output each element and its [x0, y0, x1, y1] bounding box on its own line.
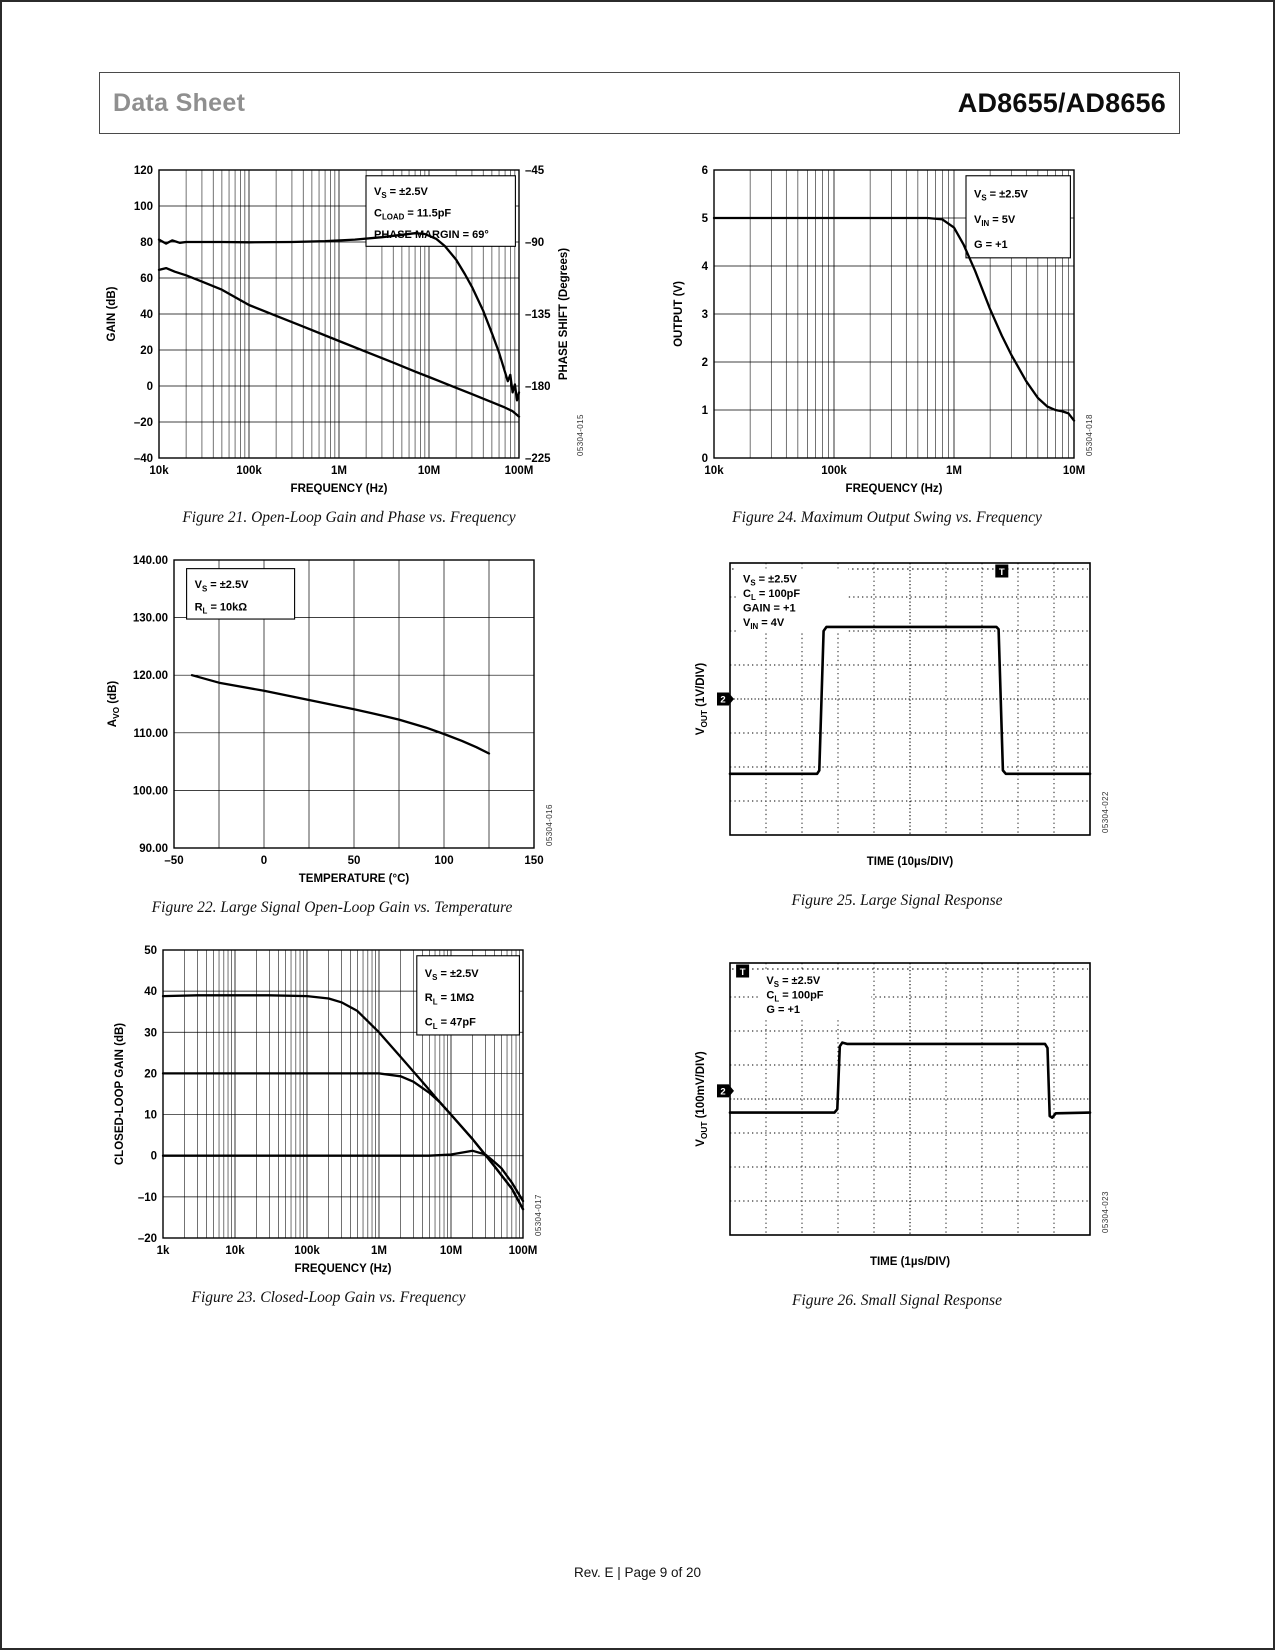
svg-text:4: 4	[701, 261, 708, 273]
figure-24	[664, 160, 1110, 527]
figure-22	[102, 550, 562, 917]
svg-text:FREQUENCY (Hz): FREQUENCY (Hz)	[845, 483, 943, 495]
svg-text:1: 1	[701, 405, 708, 417]
svg-text:–90: –90	[525, 237, 545, 249]
svg-text:VS = ±2.5V: $V_S = \pm 2.5V$	[974, 188, 1028, 203]
svg-text:VS = ±2.5V: $V_S = \pm 2.5V$	[424, 967, 479, 983]
svg-text:FREQUENCY (Hz): FREQUENCY (Hz)	[294, 1263, 392, 1275]
svg-text:6: 6	[701, 165, 708, 177]
svg-text:PHASE SHIFT (Degrees): PHASE SHIFT (Degrees)	[558, 247, 570, 381]
svg-text:10k: 10k	[149, 465, 169, 477]
figure-24-caption: Figure 24. Maximum Output Swing vs. Frequency	[732, 509, 1042, 526]
svg-text:–10: –10	[137, 1191, 157, 1204]
part-number: AD8655/AD8656	[957, 87, 1166, 118]
svg-text:1M: 1M	[371, 1245, 387, 1257]
svg-text:TIME (10µs/DIV): TIME (10µs/DIV)	[866, 856, 954, 868]
svg-text:10: 10	[144, 1109, 157, 1122]
svg-text:–40: –40	[133, 453, 153, 465]
svg-text:05304-022: 05304-022	[1101, 791, 1110, 833]
svg-text:20: 20	[140, 345, 153, 357]
svg-text:0: 0	[146, 381, 153, 393]
figure-26-scope	[670, 947, 1124, 1283]
figure-23-caption: Figure 23. Closed-Loop Gain vs. Frequency	[191, 1289, 466, 1306]
svg-text:100M: 100M	[508, 1245, 538, 1257]
svg-text:120: 120	[133, 165, 153, 177]
svg-text:2: 2	[701, 357, 708, 369]
svg-text:TIME (1µs/DIV): TIME (1µs/DIV)	[869, 1256, 951, 1268]
svg-text:05304-016: 05304-016	[545, 804, 554, 846]
svg-text:VIN = 4V: $V_{IN} = 4V$	[743, 616, 785, 632]
svg-text:GAIN = +1: GAIN = +1	[743, 602, 796, 615]
svg-text:VS = ±2.5V: $V_S = \pm 2.5V$	[194, 579, 249, 594]
svg-text:120.00: 120.00	[132, 670, 168, 683]
svg-text:1M: 1M	[946, 465, 962, 477]
figure-26-caption: Figure 26. Small Signal Response	[792, 1292, 1002, 1309]
svg-text:–180: –180	[525, 381, 551, 393]
svg-text:–135: –135	[525, 309, 551, 321]
svg-text:50: 50	[347, 855, 361, 867]
svg-text:–20: –20	[133, 417, 153, 429]
svg-text:T: T	[998, 566, 1005, 578]
svg-text:100M: 100M	[504, 465, 534, 477]
svg-text:CLOAD = 11.5pF: $C_{LOAD} = 11.5pF$	[374, 207, 452, 222]
svg-text:110.00: 110.00	[133, 727, 168, 740]
figure-21	[97, 160, 601, 527]
page-header	[99, 72, 1180, 134]
svg-text:05304-015: 05304-015	[576, 414, 585, 456]
svg-text:2: 2	[720, 1086, 726, 1098]
svg-text:VOUT (1V/DIV): $V_{OUT}$ (1V/DIV)	[695, 662, 710, 736]
figure-22-caption: Figure 22. Large Signal Open-Loop Gain vs. Temperature	[151, 899, 513, 916]
figure-25-caption: Figure 25. Large Signal Response	[791, 892, 1003, 909]
svg-text:CL = 100pF: $C_L = 100pF$	[743, 587, 801, 603]
svg-text:60: 60	[140, 273, 153, 285]
svg-text:VOUT (100mV/DIV): $V_{OUT}$ (100mV/DIV)	[695, 1051, 710, 1147]
svg-text:100: 100	[434, 855, 454, 867]
figure-26	[670, 947, 1124, 1310]
figure-23	[106, 940, 551, 1307]
svg-text:10M: 10M	[439, 1245, 463, 1257]
svg-text:RL = 10kΩ: $R_L = 10k\Omega$	[194, 601, 248, 616]
svg-text:T: T	[739, 966, 746, 978]
svg-text:150: 150	[524, 855, 544, 867]
svg-text:5: 5	[701, 213, 708, 225]
svg-text:OUTPUT (V): OUTPUT (V)	[673, 281, 685, 347]
svg-text:CLOSED-LOOP GAIN (dB): CLOSED-LOOP GAIN (dB)	[114, 1022, 126, 1166]
svg-text:3: 3	[701, 309, 708, 321]
svg-text:–20: –20	[137, 1233, 157, 1245]
svg-text:100: 100	[133, 201, 153, 213]
svg-text:05304-018: 05304-018	[1085, 414, 1094, 456]
svg-text:05304-023: 05304-023	[1101, 1191, 1110, 1233]
figure-25	[670, 547, 1124, 910]
figure-23-chart	[106, 940, 551, 1280]
svg-text:10M: 10M	[1062, 465, 1086, 477]
page-footer	[2, 1565, 1273, 1580]
footer-text: Rev. E | Page 9 of 20	[573, 1565, 702, 1580]
svg-text:1k: 1k	[156, 1245, 170, 1257]
svg-text:140.00: 140.00	[132, 555, 168, 567]
svg-text:10M: 10M	[417, 465, 441, 477]
svg-text:VS = ±2.5V: $V_S = \pm 2.5V$	[374, 185, 428, 201]
figure-22-chart	[102, 550, 562, 890]
figure-25-scope	[670, 547, 1124, 883]
svg-text:VS = ±2.5V: $V_S = \pm 2.5V$	[743, 573, 797, 588]
doc-title: Data Sheet	[113, 88, 246, 117]
svg-text:–50: –50	[164, 855, 184, 867]
svg-text:90.00: 90.00	[139, 843, 168, 855]
svg-text:50: 50	[144, 945, 157, 957]
svg-text:05304-017: 05304-017	[534, 1194, 543, 1236]
svg-text:VIN = 5V: $V_{IN} = 5V$	[974, 213, 1016, 229]
svg-text:20: 20	[144, 1068, 157, 1081]
svg-text:10k: 10k	[704, 465, 724, 477]
svg-text:CL = 47pF: $C_L = 47pF$	[424, 1016, 476, 1031]
svg-text:TEMPERATURE (°C): TEMPERATURE (°C)	[298, 873, 410, 885]
svg-text:130.00: 130.00	[132, 612, 168, 625]
svg-text:–45: –45	[525, 165, 545, 177]
svg-text:100k: 100k	[821, 465, 847, 477]
svg-text:GAIN (dB): GAIN (dB)	[106, 286, 118, 342]
svg-text:VS = ±2.5V: $V_S = \pm 2.5V$	[766, 974, 821, 989]
svg-text:0: 0	[150, 1150, 157, 1163]
svg-text:0: 0	[260, 855, 268, 867]
svg-text:PHASE MARGIN = 69°: PHASE MARGIN = 69°	[374, 228, 489, 241]
svg-text:30: 30	[144, 1027, 157, 1040]
figure-21-chart	[97, 160, 601, 500]
svg-text:RL = 1MΩ: $R_L = 1M\Omega$	[424, 992, 475, 1007]
svg-text:2: 2	[720, 694, 726, 706]
svg-text:80: 80	[140, 237, 153, 249]
svg-text:100k: 100k	[294, 1245, 320, 1257]
svg-text:0: 0	[701, 453, 708, 465]
svg-text:AVO (dB): $A_{VO}$ (dB)	[107, 680, 122, 728]
svg-text:CL = 100pF: $C_L = 100pF$	[766, 989, 824, 1004]
svg-text:FREQUENCY (Hz): FREQUENCY (Hz)	[290, 483, 388, 495]
figure-21-caption: Figure 21. Open-Loop Gain and Phase vs. Frequency	[182, 509, 516, 526]
svg-text:100k: 100k	[236, 465, 262, 477]
svg-text:40: 40	[140, 309, 153, 321]
svg-text:1M: 1M	[331, 465, 347, 477]
svg-text:40: 40	[144, 986, 157, 999]
svg-text:G = +1: G = +1	[974, 239, 1008, 252]
svg-text:–225: –225	[525, 453, 551, 465]
svg-text:G = +1: G = +1	[766, 1003, 801, 1016]
figure-24-chart	[664, 160, 1110, 500]
svg-text:10k: 10k	[225, 1245, 245, 1257]
svg-text:100.00: 100.00	[132, 785, 168, 798]
